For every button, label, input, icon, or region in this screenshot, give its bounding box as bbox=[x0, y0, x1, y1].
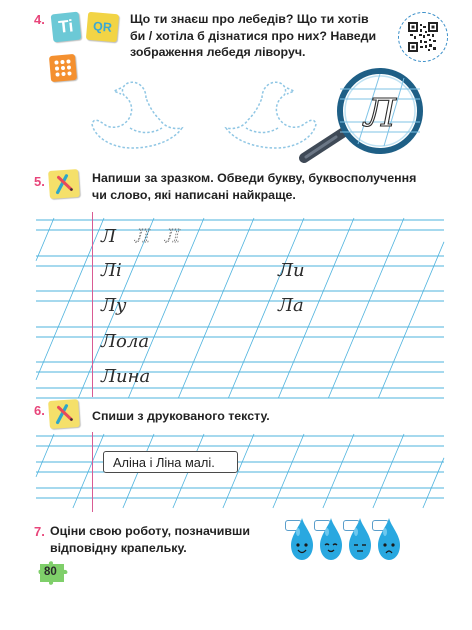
qr-badge-label: QR bbox=[92, 19, 113, 35]
task-4-number: 4. bbox=[34, 12, 45, 27]
magnifier-letter: Л bbox=[364, 91, 396, 135]
sample-letter: Л bbox=[101, 226, 117, 247]
task-4-line-2: би / хотіла б дізнатися про них? Наведи bbox=[130, 28, 377, 43]
trace-letter: Л bbox=[135, 226, 151, 247]
slant-guide-line bbox=[73, 434, 104, 508]
task-6-text: Спиши з друкованого тексту. bbox=[92, 409, 270, 423]
sample-syllable: Ли bbox=[278, 260, 305, 281]
task-7-line-2: відповідну крапельку. bbox=[50, 540, 187, 555]
page-number: 80 bbox=[44, 566, 57, 578]
slant-guide-line bbox=[273, 434, 304, 508]
sample-syllable: Лу bbox=[101, 295, 127, 316]
slant-guide-line bbox=[373, 434, 404, 508]
sample-syllable: Лі bbox=[101, 260, 122, 281]
task-7-line-1: Оціни свою роботу, позначивши bbox=[50, 524, 250, 538]
task-4-line-3: зображення лебедя ліворуч. bbox=[130, 45, 306, 59]
trace-letter: Л bbox=[165, 226, 181, 247]
slant-guide-line bbox=[423, 458, 444, 508]
content-drop-icon[interactable] bbox=[320, 518, 342, 560]
task-5-number: 5. bbox=[34, 174, 45, 189]
slant-guide-line bbox=[36, 434, 54, 477]
task-5-line-2: чи слово, які написані найкраще. bbox=[92, 187, 296, 202]
sample-word: Лола bbox=[101, 331, 150, 352]
printed-text-box: Аліна і Ліна малі. bbox=[103, 451, 238, 473]
task-7-text bbox=[50, 523, 250, 556]
ti-badge-label: Ti bbox=[57, 16, 75, 37]
margin-line bbox=[92, 432, 93, 512]
task-4-line-1: Що ти знаєш про лебедів? Що ти хотів bbox=[130, 12, 369, 26]
sample-syllable: Ла bbox=[278, 295, 304, 316]
sad-drop-icon[interactable] bbox=[378, 518, 400, 560]
drops-row bbox=[288, 516, 438, 562]
task-5-line-1: Напиши за зразком. Обведи букву, буквосполучення bbox=[92, 171, 417, 185]
slant-guide-line bbox=[323, 434, 354, 508]
task-7-number: 7. bbox=[34, 524, 45, 539]
sample-word: Лина bbox=[101, 366, 151, 387]
happy-drop-icon[interactable] bbox=[291, 518, 313, 560]
task-6-number: 6. bbox=[34, 403, 45, 418]
neutral-drop-icon[interactable] bbox=[349, 518, 371, 560]
